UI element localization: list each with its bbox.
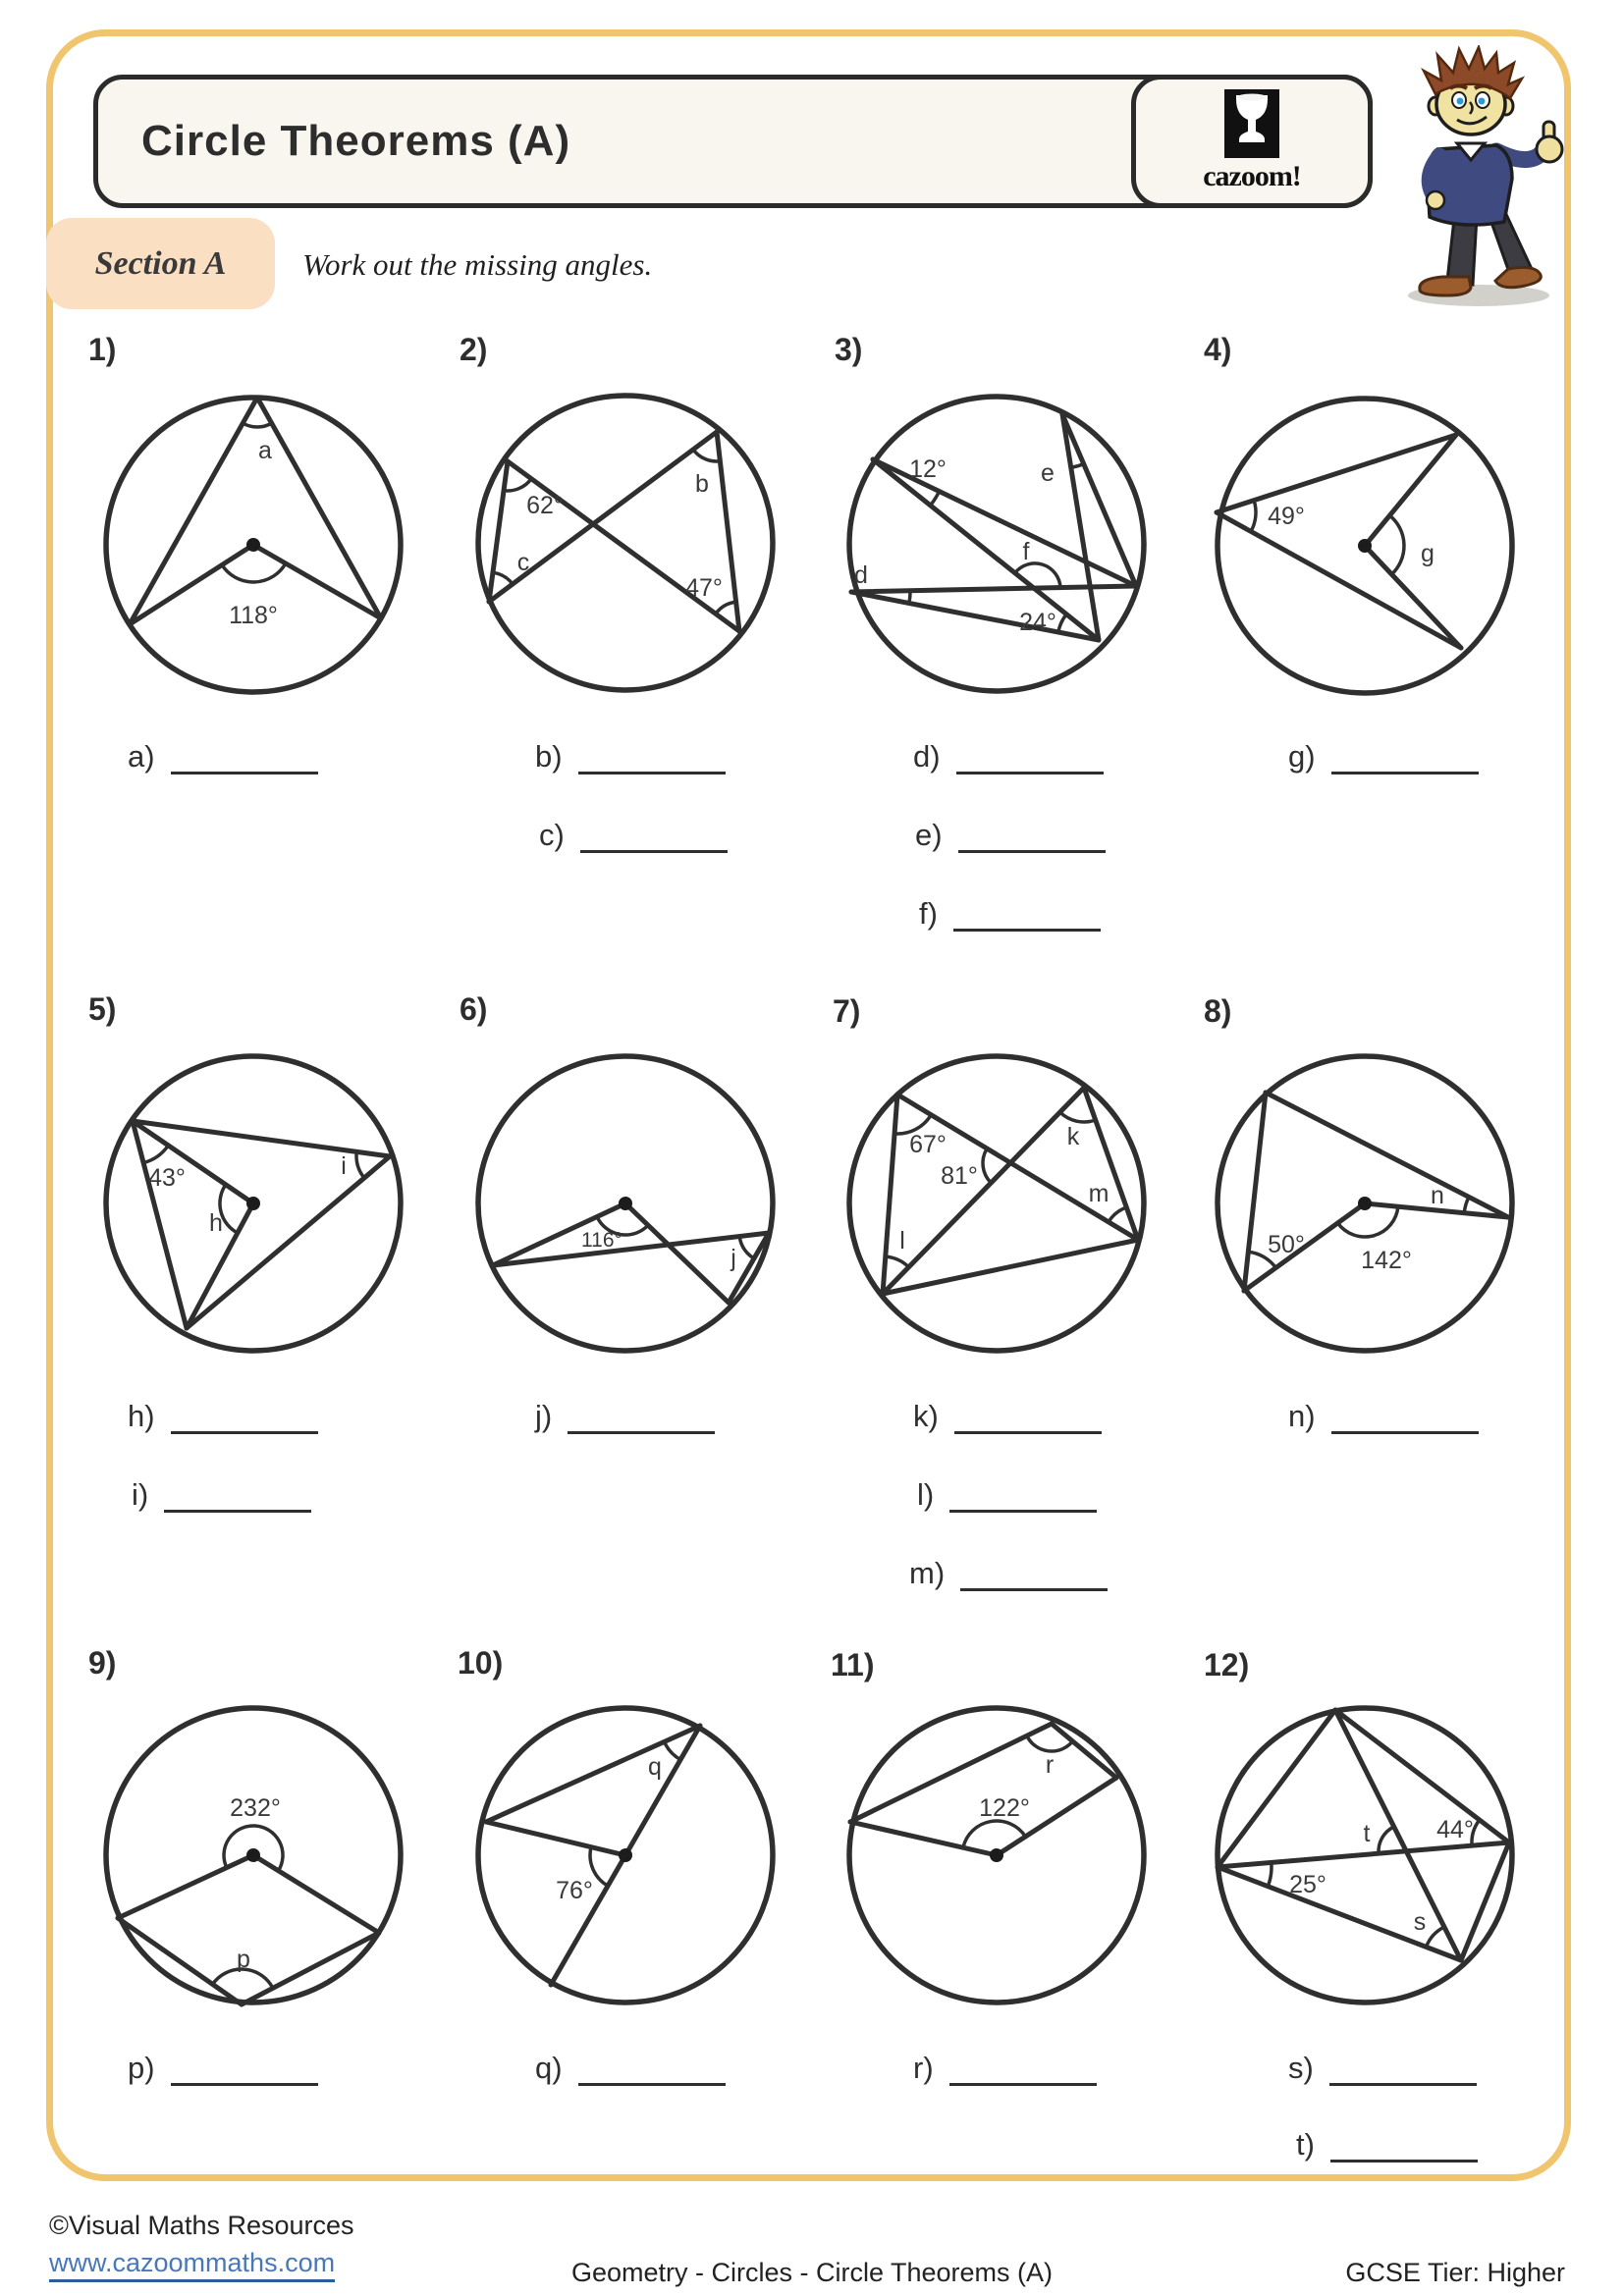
angle-label: r [1045, 1751, 1055, 1779]
footer-website-link[interactable]: www.cazoommaths.com [49, 2248, 335, 2282]
answer-blank-k [913, 1398, 1102, 1434]
problem-4-diagram [1208, 389, 1522, 703]
logo-text: cazoom! [1203, 160, 1301, 192]
answer-blank-l [917, 1476, 1097, 1513]
answer-blank-s [1288, 2050, 1477, 2086]
answer-line [171, 738, 318, 774]
logo-box [1131, 75, 1373, 208]
answer-blank-j [535, 1398, 715, 1434]
angle-label: 81° [941, 1162, 978, 1190]
answer-key: d) [913, 739, 941, 774]
answer-key: b) [535, 739, 563, 774]
angle-label: j [731, 1245, 736, 1272]
answer-key: g) [1288, 739, 1316, 774]
problem-6-number: 6) [460, 991, 488, 1027]
answer-key: l) [917, 1477, 935, 1512]
angle-label: f [1022, 538, 1030, 565]
angle-label: i [341, 1152, 347, 1180]
problem-10-number: 10) [458, 1645, 504, 1681]
answer-key: f) [919, 896, 938, 931]
problem-6-diagram [468, 1046, 783, 1361]
answer-blank-g [1288, 738, 1479, 774]
answer-key: h) [128, 1399, 155, 1433]
footer-copyright: ©Visual Maths Resources [49, 2211, 354, 2240]
problem-3-diagram [839, 387, 1154, 701]
answer-key: k) [913, 1399, 939, 1433]
answer-key: e) [915, 818, 943, 852]
answer-blank-a [128, 738, 318, 774]
mascot-boy-illustration [1373, 45, 1598, 310]
angle-label: s [1413, 1908, 1427, 1936]
answer-line [578, 738, 726, 774]
angle-label: 43° [148, 1164, 186, 1192]
answer-line [164, 1476, 311, 1513]
answer-blank-n [1288, 1398, 1479, 1434]
angle-label: 116° [581, 1229, 623, 1252]
angle-label: b [695, 470, 709, 498]
problem-9-diagram [96, 1698, 410, 2012]
answer-blank-e [915, 817, 1106, 853]
answer-line [1331, 738, 1479, 774]
footer-topic: Geometry - Circles - Circle Theorems (A) [570, 2258, 1054, 2287]
cazoom-logo-icon [1224, 89, 1279, 158]
angle-label: 49° [1268, 503, 1305, 530]
angle-label: 24° [1019, 609, 1056, 636]
footer-tier: GCSE Tier: Higher [1345, 2258, 1565, 2287]
answer-blank-h [128, 1398, 318, 1434]
page-title: Circle Theorems (A) [141, 117, 571, 165]
angle-label: t [1363, 1820, 1371, 1847]
answer-line [954, 1398, 1102, 1434]
angle-label: p [237, 1946, 250, 1973]
problem-12-diagram [1208, 1698, 1522, 2012]
answer-blank-r [913, 2050, 1097, 2086]
section-label: Section A [94, 244, 227, 282]
answer-line [171, 2050, 318, 2086]
answer-blank-p [128, 2050, 318, 2086]
section-a-badge [46, 218, 275, 309]
answer-key: m) [909, 1556, 946, 1590]
answer-line [1331, 1398, 1479, 1434]
answer-line [949, 1476, 1097, 1513]
answer-line [1330, 2126, 1478, 2163]
answer-key: s) [1288, 2051, 1314, 2085]
angle-label: q [648, 1753, 662, 1781]
answer-blank-q [535, 2050, 726, 2086]
problem-8-number: 8) [1204, 993, 1232, 1029]
problem-1-number: 1) [88, 332, 117, 367]
answer-line [568, 1398, 715, 1434]
angle-label: 232° [230, 1794, 281, 1822]
answer-key: n) [1288, 1399, 1316, 1433]
answer-key: t) [1296, 2127, 1315, 2162]
answer-line [958, 817, 1106, 853]
problem-11-number: 11) [831, 1647, 875, 1682]
answer-line [953, 895, 1101, 932]
angle-label: d [854, 561, 868, 589]
angle-label: 50° [1268, 1231, 1305, 1258]
problem-5-diagram [96, 1046, 410, 1361]
problem-11-diagram [839, 1698, 1154, 2012]
answer-blank-f [919, 895, 1101, 932]
instruction-text: Work out the missing angles. [302, 247, 653, 282]
problem-3-number: 3) [835, 332, 863, 367]
answer-key: p) [128, 2051, 155, 2085]
answer-line [949, 2050, 1097, 2086]
answer-blank-t [1296, 2126, 1478, 2163]
angle-label: 44° [1436, 1816, 1474, 1843]
answer-line [956, 738, 1104, 774]
answer-key: q) [535, 2051, 563, 2085]
angle-label: k [1066, 1123, 1080, 1150]
answer-key: r) [913, 2051, 934, 2085]
problem-8-diagram [1208, 1046, 1522, 1361]
answer-blank-m [909, 1555, 1108, 1591]
answer-line [960, 1555, 1108, 1591]
angle-label: 118° [229, 602, 278, 629]
answer-key: j) [535, 1399, 553, 1433]
angle-label: l [899, 1227, 905, 1255]
angle-label: 142° [1361, 1247, 1412, 1274]
answer-key: c) [539, 818, 565, 852]
problem-7-number: 7) [833, 993, 861, 1029]
answer-key: i) [132, 1477, 149, 1512]
angle-label: m [1088, 1180, 1110, 1207]
angle-label: n [1431, 1182, 1444, 1209]
angle-label: 25° [1289, 1871, 1326, 1898]
angle-label: 47° [685, 574, 723, 602]
angle-label: g [1421, 540, 1435, 567]
angle-label: 12° [909, 455, 947, 483]
problem-7-diagram [839, 1046, 1154, 1361]
answer-line [578, 2050, 726, 2086]
angle-label: c [516, 549, 530, 576]
angle-label: h [209, 1209, 223, 1237]
angle-label: 76° [556, 1877, 593, 1904]
answer-blank-b [535, 738, 726, 774]
problem-2-number: 2) [460, 332, 488, 367]
answer-line [1329, 2050, 1477, 2086]
angle-label: 62° [526, 492, 564, 519]
answer-key: a) [128, 739, 155, 774]
problem-1-diagram [96, 388, 410, 702]
answer-blank-i [132, 1476, 311, 1513]
problem-2-diagram [468, 386, 783, 700]
answer-line [171, 1398, 318, 1434]
answer-line [580, 817, 728, 853]
problem-12-number: 12) [1204, 1647, 1250, 1682]
angle-label: 122° [979, 1794, 1030, 1822]
answer-blank-c [539, 817, 728, 853]
problem-4-number: 4) [1204, 332, 1232, 367]
problem-9-number: 9) [88, 1645, 117, 1681]
angle-label: 67° [909, 1131, 947, 1158]
angle-label: e [1041, 459, 1055, 487]
problem-10-diagram [468, 1698, 783, 2012]
answer-blank-d [913, 738, 1104, 774]
problem-5-number: 5) [88, 991, 117, 1027]
angle-label: a [258, 437, 272, 464]
